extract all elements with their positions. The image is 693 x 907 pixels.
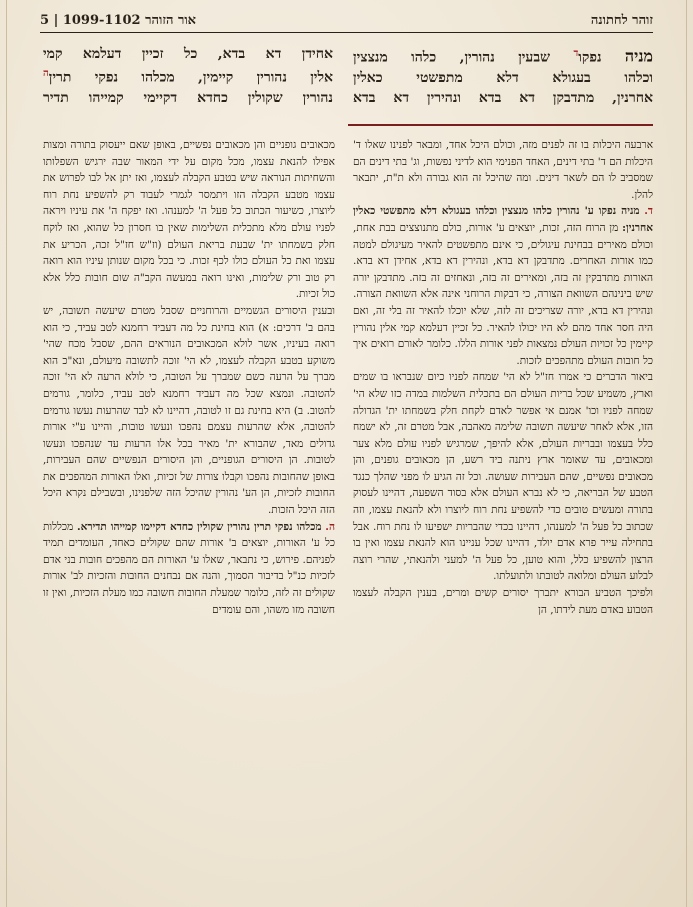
commentary-paragraph: ובענין היסורים הגשמיים והרוחניים שסבל מטרם שיעשה תשובה, יש בהם ב' דרכים: א) הוא בחינת כל מה דעביד רחמנא לטב עביד, כי הוא רואה בעיניו, אשר לולא המכאובים הנוראים ההם, שסבל מכח שהי' משוקע בטבע הקבלה לעצמו, לא הי' זוכה לתשובה מיעולם, ונא"כ הוא מברך על הרעה כשם שמברך על הטובה, כי לולא הרעה לא הי' זוכה להטובה. ונמצא שכל מה דעביד רחמנא לטב עביד, כלומר, גורמים להטוב. ב) היא בחינת גם זו לטובה, דהיינו לא לבד שהרעות נעשו גורמים להטובה, אלא שהרעות עצמם נהפכו ונעשו טובות, והיינו ע"י אורות גדולים מאד, שהבורא ית' מאיר בכל אלו הרעות עד שנהפכו ונעשו לטובות. הן היסורים הגופניים, והן היסורים הנפשיים שהם העבירות, באופן שהחובות נהפכו וקבלו צורות של זכיות, ואלו האורות המהפכים את החובות לזכיות, הן הע' נהורין שהיכל הזה שלפנינו, ובשבילם נקרא היכל הזה היכל הזכות.	[43, 304, 335, 517]
commentary-paragraph: ארבעה היכלות בו זה לפנים מזה, וכולם היכל אחד, ומבאר לפנינו שאלו ד' היכלות הם ד' בתי דינים, האחד הפנימי הוא לדיני נפשות, וג' בתי דינים הם שמסביב לו הם לשאר דינים. ומה שהיכל זה הוא גבורה ולא ת"ת, יתבאר להלן.	[353, 139, 653, 201]
zohar-lead-word: מניה	[624, 46, 653, 66]
section-heading: מניה נפקו ע' נהורין כלהו מנצצין וכלהו בעגולא דלא מתפשטי כאלין אחרנין:	[353, 205, 653, 234]
book-title: זוהר לחתונה	[590, 13, 653, 28]
zohar-line	[353, 44, 653, 68]
running-header	[40, 12, 653, 33]
commentary-paragraph: מכאובים גופניים והן מכאובים נפשיים, באופן שאם ייעסוק בתורה ומצות אפילו להנאת עצמו, מכל מקום על ידי המאור שבה ירגיש השפלותו והשחיתות הנוראה שיש בטבע הקבלה לעצמו, ואז יתן אל לבו לפרוש את עצמו מטבע הקבלה הזו ויתמסר לגמרי לעבוד רק להשפיע נחת רוח ליוצרו, כשיעור הכתוב כל פעל ה' למענהו. ואז יפקח ה' את עיניו ויראה לפניו עולם מלא מתכלית השלימות שאין בו חסרון כל שהוא, ואז לוקח חלק בשמחתו ית' שבעת בריאת העולם (וז"ש חז"ל זכה, הכריע את עצמו ואת כל העולם כולו לכף זכות. כי בכל מקום שנותן עיניו הוא רואה רק טוב ורק שלימות, ואינו רואה במעשה הקב"ה שום חובות כלל אלא כול זכיות.	[43, 139, 335, 301]
zohar-text-left	[43, 44, 333, 108]
commentary-paragraph: ביאור הדברים כי אמרו חז"ל לא הי' שמחה לפניו כיום שנבראו בו שמים וארץ, משמיע שכל בריות העולם הם בתכלית השלמות במדה כזו שלא הי' שמחה לפניו וכו' אמנם אי אפשר לאדם לקחת חלק בשמחתו ית' הגדולה הזו, אלא לאחר שיעשה תשובה שלימה מאהבה, אבל מטרם זה, לא ישמח כלל בעצמו ובבריות העולם, אלא להיפך, שמרגיש לפניו עולם מלא צער ומכאובים, עד שאומר ארץ ניתנה ביד רשע, הן מכאובים גופנים, והן מכאובים נפשיים, שהם העבירות שעושה. וכל זה הגיע לו מפני שהלך כנגד הטבע של הבריאה, כי לא נברא העולם אלא בסוד השפעה, דהיינו לעסוק בתורה ומעשים טובים כדי להשפיע נחת רוח ליוצרו ולא להנאת עצמו, וזה שכתוב כל פעל ה' למענהו, דהיינו בכדי שהבריות ישפיעו לו נחת רוח. אבל בתחילה עייר פרא אדם יולד, דהיינו שכל עניינו הוא להנאת עצמו ואין בו הרצון להשפיע כלל, והוא טוען, כל פעל ה' למעני ולהנאתי, שהרי רוצה לבלוע העולם ומלואה לטובתו ולתועלתו.	[353, 371, 653, 583]
commentary-paragraph	[353, 203, 653, 369]
page-label-group	[40, 12, 196, 28]
section-number: ד.	[644, 205, 653, 218]
zohar-words: אלין נהורין קיימין, מכלהו נפקי תרין	[48, 69, 333, 86]
zohar-line: וכלהו בעגולא דלא מתפשטי כאלין	[353, 69, 653, 86]
section-body: מכללות כל ע' האורות, יוצאים ב' אורות שהם שקולים כאחד, העומדים תמיד לפניהם. פירוש, כי נתבאר, שאלו ע' האורות הם מהפכים חובות בני אדם לזכיות כנ"ל בדיבור הסמוך, והנה אם נבחנים החובות והזכיות לב' אורות שקולים זה לזה, כלומר שמעלת החובות חשובה כמו מעלת הזכיות, ואין זו חשובה מזו משהו, והם עומדים	[43, 520, 335, 616]
page-edge-left	[6, 0, 7, 907]
header-separator: |	[53, 13, 59, 28]
section-number: ה.	[325, 520, 335, 533]
section-heading: מכלהו נפקי תרין נהורין שקולין כחדא דקיימו קמייהו תדירא.	[77, 520, 322, 533]
footnote-mark: ד	[573, 48, 579, 59]
commentary-column-right	[353, 137, 653, 618]
section-divider	[348, 124, 653, 126]
zohar-words: שבעין נהורין, כלהו מנצצין	[353, 49, 551, 66]
section-body: מן הרוח הזה, זכות, יוצאים ע' אורות, כולם מתנוצצים בבת אחת, וכולם מאירים בבחינת עיגולים, כי אינם מתפשטים להאיר מעיגולם למטה כמו אורות האחרים. מתדבקן דא בדא, ונהירין דא בדא, אחידן דא בדא. האורות מתדבקין זה בזה, ומאירים זה בזה, ונאחזים זה בזה. מתדבקן יורה שיש בינינהם השוואת הצורה, כי דבקות הרוחני אינה אלא השוואת הצורה. ונהירין דא בדא, יורה שצריכים זה לזה, שלא יוכלו להאיר זה בלי זה, ואם היה חסר אחד מהם לא היו יכולו להאיר. כל זכיין דעלמא קמי אלין נהורין קיימין כל זכויות העולם נמצאות לפני אורות הללו. כלומר לאורם רואים איך כל חובות העולם מתהפכים לזכות.	[353, 221, 653, 367]
zohar-word: נפקו	[578, 49, 602, 66]
commentary-paragraph: ולפיכך הטביע הבורא יתברך יסורים קשים ומרים, בענין הקבלה לעצמו הטבוע באדם מעת לידתו, הן	[353, 587, 653, 616]
zohar-line: נהורין שקולין כחדא דקיימי קמייהו תדיר	[43, 89, 333, 106]
page-label: אור הזוהר 1099-1102	[62, 13, 197, 28]
zohar-line	[43, 64, 333, 88]
zohar-line: אחרנין, מתדבקן דא בדא ונהירין דא בדא	[353, 89, 653, 106]
footnote-mark: ה	[43, 68, 49, 79]
zohar-text-right	[353, 44, 653, 108]
page-number: 5	[40, 13, 50, 28]
page-edge-right	[686, 0, 687, 907]
zohar-line: אחידן דא בדא, כל זכיין דעלמא קמי	[43, 46, 333, 62]
commentary-paragraph	[43, 519, 335, 619]
commentary-column-left	[43, 137, 335, 618]
